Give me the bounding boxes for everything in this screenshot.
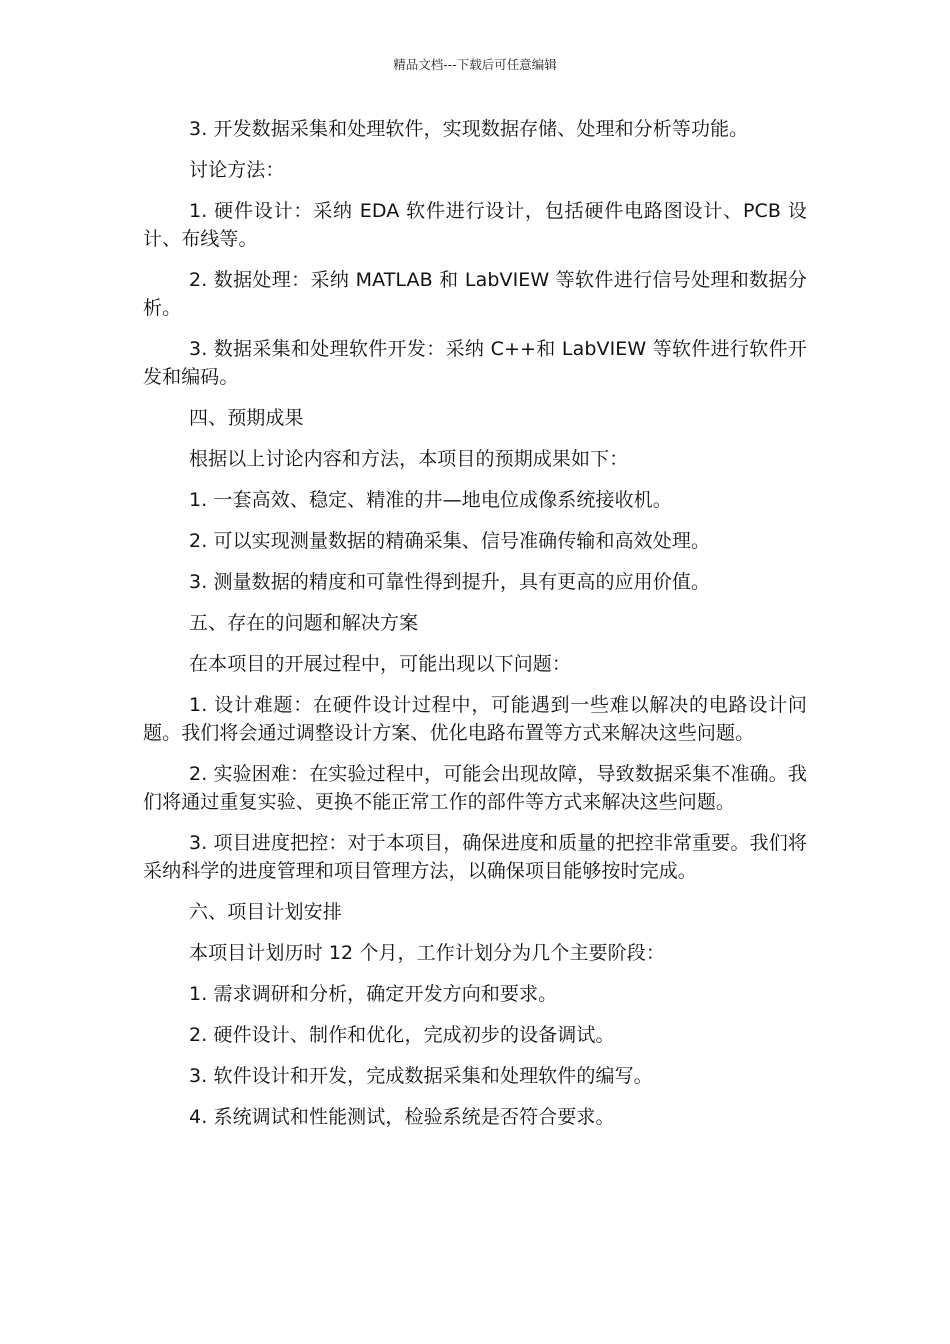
page-header: 精品文档---下载后可任意编辑 — [393, 57, 557, 72]
paragraph: 1. 硬件设计：采纳 EDA 软件进行设计，包括硬件电路图设计、PCB 设计、布线等。 — [143, 200, 807, 250]
paragraph: 3. 数据采集和处理软件开发：采纳 C++和 LabVIEW 等软件进行软件开发和编码。 — [143, 338, 807, 388]
paragraph: 1. 设计难题：在硬件设计过程中，可能遇到一些难以解决的电路设计问题。我们将会通过调整设计方案、优化电路布置等方式来解决这些问题。 — [143, 694, 807, 744]
paragraph: 3. 测量数据的精度和可靠性得到提升，具有更高的应用价值。 — [189, 571, 711, 593]
paragraph: 根据以上讨论内容和方法，本项目的预期成果如下： — [189, 448, 629, 470]
paragraph: 本项目计划历时 12 个月，工作计划分为几个主要阶段： — [189, 942, 665, 964]
paragraph: 3. 开发数据采集和处理软件，实现数据存储、处理和分析等功能。 — [189, 118, 749, 140]
section-subheading: 讨论方法： — [189, 159, 285, 181]
paragraph: 2. 数据处理：采纳 MATLAB 和 LabVIEW 等软件进行信号处理和数据分析。 — [143, 269, 807, 319]
paragraph: 2. 实验困难：在实验过程中，可能会出现故障，导致数据采集不准确。我们将通过重复实验、更换不能正常工作的部件等方式来解决这些问题。 — [143, 763, 807, 813]
paragraph: 在本项目的开展过程中，可能出现以下问题： — [189, 653, 572, 675]
paragraph: 3. 项目进度把控：对于本项目，确保进度和质量的把控非常重要。我们将采纳科学的进度管理和项目管理方法，以确保项目能够按时完成。 — [143, 832, 807, 882]
paragraph: 2. 可以实现测量数据的精确采集、信号准确传输和高效处理。 — [189, 530, 711, 552]
paragraph: 1. 一套高效、稳定、精准的井—地电位成像系统接收机。 — [189, 489, 672, 511]
section-heading: 四、预期成果 — [189, 407, 304, 429]
paragraph: 1. 需求调研和分析，确定开发方向和要求。 — [189, 983, 558, 1005]
section-heading: 五、存在的问题和解决方案 — [189, 612, 419, 634]
paragraph: 3. 软件设计和开发，完成数据采集和处理软件的编写。 — [189, 1065, 653, 1087]
section-heading: 六、项目计划安排 — [189, 901, 342, 923]
paragraph: 2. 硬件设计、制作和优化，完成初步的设备调试。 — [189, 1024, 615, 1046]
document-body — [143, 115, 807, 1144]
paragraph: 4. 系统调试和性能测试，检验系统是否符合要求。 — [189, 1106, 615, 1128]
